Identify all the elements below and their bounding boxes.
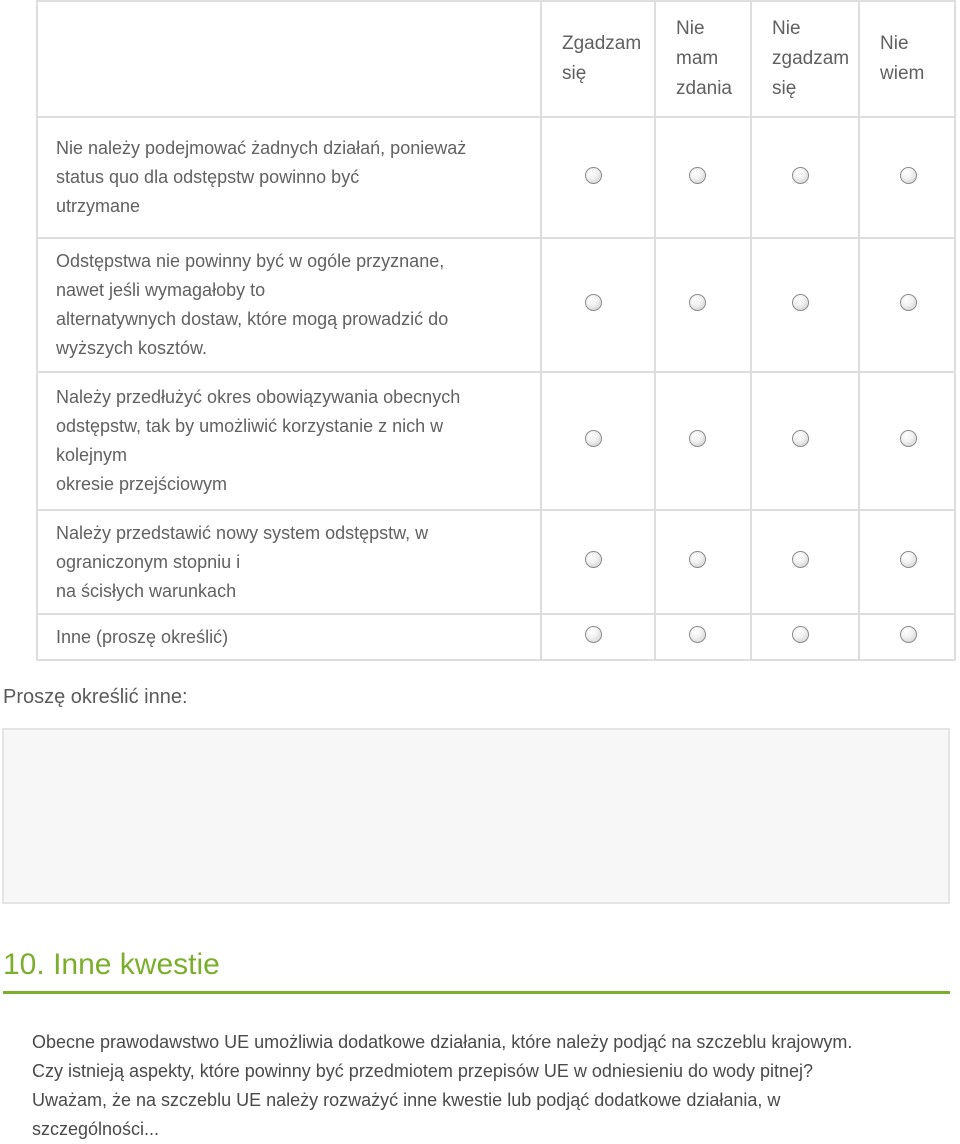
radio-button-icon[interactable] — [792, 294, 809, 311]
specify-other-label: Proszę określić inne: — [3, 686, 188, 708]
radio-button-icon[interactable] — [689, 430, 706, 447]
radio-button-icon[interactable] — [689, 551, 706, 568]
row-label: Należy przedstawić nowy system odstępstw, w ograniczonym stopniu i na ścisłych warunkach — [37, 510, 541, 614]
row-label: Odstępstwa nie powinny być w ogóle przyznane, nawet jeśli wymagałoby to alternatywnych dostaw, które mogą prowadzić do wyższych kosztów. — [37, 238, 541, 372]
radio-button-icon[interactable] — [585, 167, 602, 184]
row-label: Nie należy podejmować żadnych działań, ponieważ status quo dla odstępstw powinno być utrzymane — [37, 117, 541, 238]
radio-button-icon[interactable] — [900, 430, 917, 447]
radio-button-icon[interactable] — [689, 294, 706, 311]
section-description — [32, 1028, 952, 1144]
section-title — [3, 947, 950, 994]
radio-button-icon[interactable] — [585, 430, 602, 447]
matrix-header-row — [37, 1, 955, 117]
description-line: Uważam, że na szczeblu UE należy rozważyć inne kwestie lub podjąć dodatkowe działania, w — [32, 1090, 781, 1110]
radio-button-icon[interactable] — [900, 626, 917, 643]
radio-button-icon[interactable] — [792, 167, 809, 184]
radio-button-icon[interactable] — [900, 294, 917, 311]
description-line: Czy istnieją aspekty, które powinny być przedmiotem przepisów UE w odniesieniu do wody pitnej? — [32, 1061, 814, 1081]
section-title-text: Inne kwestie — [53, 948, 220, 981]
radio-button-icon[interactable] — [900, 551, 917, 568]
matrix-row — [37, 510, 955, 614]
matrix-row — [37, 117, 955, 238]
radio-button-icon[interactable] — [585, 294, 602, 311]
radio-button-icon[interactable] — [689, 626, 706, 643]
matrix-row — [37, 372, 955, 510]
section-number: 10. — [3, 948, 45, 981]
column-header-agree: Zgadzam się — [541, 1, 655, 117]
matrix-row — [37, 238, 955, 372]
row-label: Należy przedłużyć okres obowiązywania obecnych odstępstw, tak by umożliwić korzystanie z nich w kolejnym okresie przejściowym — [37, 372, 541, 510]
radio-button-icon[interactable] — [689, 167, 706, 184]
description-line: Obecne prawodawstwo UE umożliwia dodatkowe działania, które należy podjąć na szczeblu krajowym. — [32, 1032, 853, 1052]
matrix-row — [37, 614, 955, 660]
radio-button-icon[interactable] — [900, 167, 917, 184]
radio-button-icon[interactable] — [585, 626, 602, 643]
row-label: Inne (proszę określić) — [37, 614, 541, 660]
matrix-header-blank — [37, 1, 541, 117]
radio-button-icon[interactable] — [792, 626, 809, 643]
agreement-matrix — [36, 0, 956, 661]
column-header-disagree: Nie zgadzam się — [751, 1, 859, 117]
radio-button-icon[interactable] — [792, 430, 809, 447]
radio-button-icon[interactable] — [792, 551, 809, 568]
description-line: szczególności... — [32, 1119, 160, 1139]
column-header-dont-know: Nie wiem — [859, 1, 955, 117]
specify-other-textarea[interactable] — [2, 728, 950, 904]
column-header-no-opinion: Nie mam zdania — [655, 1, 751, 117]
radio-button-icon[interactable] — [585, 551, 602, 568]
